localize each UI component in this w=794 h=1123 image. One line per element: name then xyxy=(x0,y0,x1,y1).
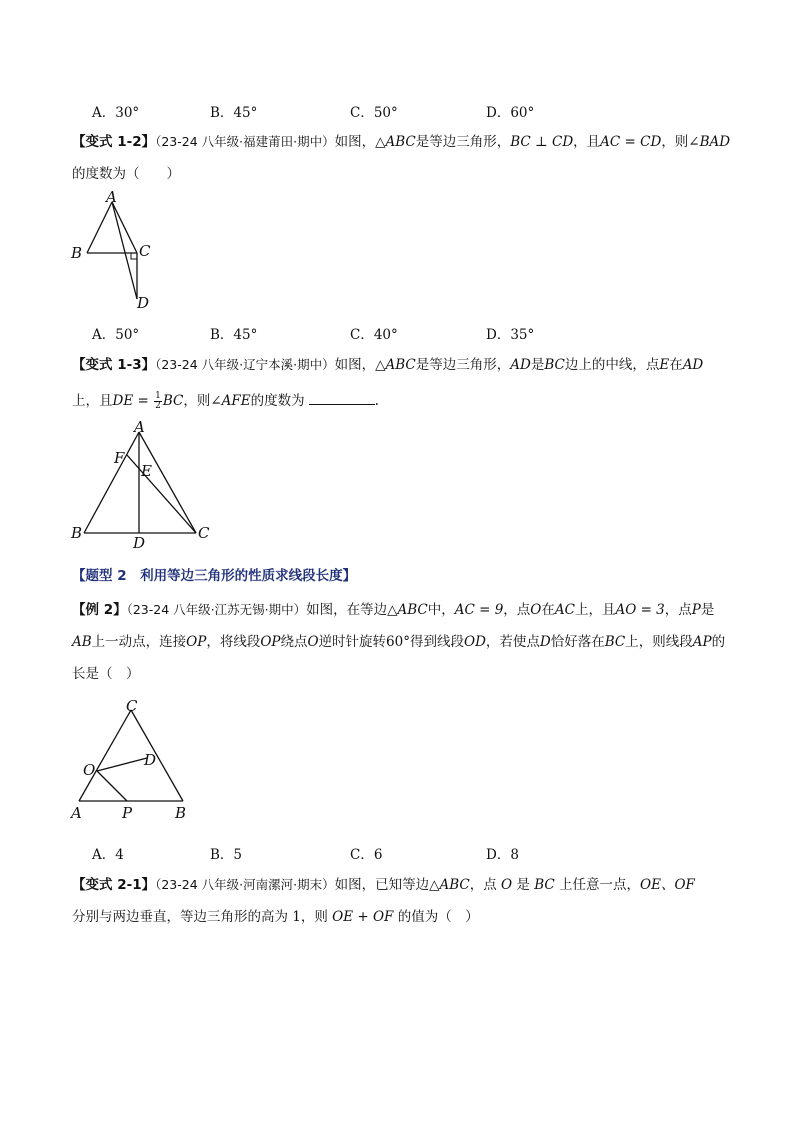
ex2-text: 是 xyxy=(700,602,715,618)
q13-math: DE xyxy=(112,393,134,409)
option-b[interactable]: B．45° xyxy=(210,327,258,343)
ex2-text: 的 xyxy=(711,634,726,650)
label-c: C xyxy=(126,697,138,715)
ex2-options xyxy=(92,843,612,863)
q13-math: BC xyxy=(162,393,184,409)
q12-text: ，且 xyxy=(573,134,601,150)
q21-source: （23-24 八年级·河南漯河·期末） xyxy=(155,877,335,892)
option-a[interactable]: A．30° xyxy=(92,105,140,121)
ex2-line3: 长是（ ） xyxy=(72,666,140,682)
q12-math: ABC xyxy=(385,134,416,150)
q13-math: BC xyxy=(544,357,565,373)
label-c: C xyxy=(198,524,210,542)
q21-text: 的值为（ ） xyxy=(393,909,479,925)
q12-options xyxy=(92,323,612,343)
q13-line2 xyxy=(72,391,379,411)
q12-math: BAD xyxy=(699,134,731,150)
ex2-math: AO = 3 xyxy=(615,602,665,618)
ex2-math: ABC xyxy=(397,602,428,618)
q21-text: 是 xyxy=(512,877,535,893)
q12-figure xyxy=(60,190,180,315)
ex2-text: ，将线段 xyxy=(206,634,261,650)
ex2-text: 恰好落在 xyxy=(550,634,605,650)
label-d: D xyxy=(133,534,146,552)
option-d[interactable]: D．60° xyxy=(486,105,535,121)
label-d: D xyxy=(144,751,157,769)
label-d: D xyxy=(137,294,150,312)
q21-math: OE、OF xyxy=(640,877,695,893)
q13-math: AD xyxy=(510,357,531,373)
ex2-text: 上，且 xyxy=(574,602,616,618)
ex2-text: 上一动点，连接 xyxy=(91,634,187,650)
label-a: A xyxy=(106,188,117,206)
ex2-math: AC = 9 xyxy=(454,602,504,618)
ex2-text: 绕点 xyxy=(280,634,308,650)
q13-math: ABC xyxy=(385,357,416,373)
ex2-math: OP xyxy=(260,634,281,650)
option-a[interactable]: A．50° xyxy=(92,327,140,343)
q13-text: 如图，△ xyxy=(334,357,386,373)
option-a[interactable]: A．4 xyxy=(92,847,124,863)
option-b[interactable]: B．5 xyxy=(210,847,243,863)
label-b: B xyxy=(71,244,83,262)
label-p: P xyxy=(122,804,133,822)
q13-text: ，则∠ xyxy=(183,393,222,409)
q12-text: 是等边三角形， xyxy=(415,134,511,150)
ex2-text: 如图，在等边△ xyxy=(306,602,398,618)
q21-text: 如图，已知等边△ xyxy=(334,877,440,893)
option-d[interactable]: D．35° xyxy=(486,327,535,343)
q12-tag: 【变式 1-2】 xyxy=(72,134,156,150)
ex2-math: AP xyxy=(692,634,712,650)
q13-text: 上，且 xyxy=(72,393,113,409)
ex2-math: AB xyxy=(72,634,92,650)
q21-line1 xyxy=(72,875,695,895)
section-heading: 【题型 2 利用等边三角形的性质求线段长度】 xyxy=(72,568,357,584)
prev-options xyxy=(92,101,612,121)
ex2-math: BC xyxy=(604,634,626,650)
label-c: C xyxy=(139,242,151,260)
q21-math: ABC xyxy=(439,877,470,893)
label-b: B xyxy=(175,804,187,822)
ex2-text: 在 xyxy=(541,602,555,618)
q13-tag: 【变式 1-3】 xyxy=(72,357,156,373)
q13-text: . xyxy=(374,393,379,409)
option-b[interactable]: B．45° xyxy=(210,105,258,121)
label-o: O xyxy=(83,761,96,779)
label-e: E xyxy=(141,462,152,480)
q13-text: 是等边三角形， xyxy=(415,357,511,373)
ex2-text: 逆时针旋转60°得到线段 xyxy=(318,634,464,650)
ex2-figure xyxy=(60,695,210,825)
ex2-math: D xyxy=(539,634,551,650)
frac-den: 2 xyxy=(155,401,161,411)
label-a: A xyxy=(134,418,145,436)
ex2-line2 xyxy=(72,632,725,652)
q12-text: 如图，△ xyxy=(334,134,386,150)
ex2-text: ，若使点 xyxy=(485,634,540,650)
q12-line1 xyxy=(72,132,730,152)
q21-math: BC xyxy=(534,877,555,893)
ex2-tag: 【例 2】 xyxy=(72,602,127,618)
ex2-math: OD xyxy=(464,634,486,650)
q21-text: 上任意一点， xyxy=(554,877,641,893)
label-f: F xyxy=(114,449,125,467)
option-c[interactable]: C．40° xyxy=(350,327,398,343)
ex2-source: （23-24 八年级·江苏无锡·期中） xyxy=(126,602,307,617)
frac-num: 1 xyxy=(155,391,161,401)
ex2-math: AC xyxy=(554,602,575,618)
fraction-one-half xyxy=(154,392,162,411)
ex2-text: 中， xyxy=(427,602,455,618)
q13-source: （23-24 八年级·辽宁本溪·期中） xyxy=(155,357,335,372)
ex2-math: O xyxy=(307,634,319,650)
q12-source: （23-24 八年级·福建莆田·期中） xyxy=(155,134,335,149)
answer-blank[interactable] xyxy=(309,391,375,405)
q13-math: AFE xyxy=(221,393,251,409)
q13-text: 在 xyxy=(669,357,683,373)
ex2-text: ，点 xyxy=(664,602,692,618)
option-d[interactable]: D．8 xyxy=(486,847,519,863)
label-a: A xyxy=(71,804,82,822)
q13-text: 边上的中线，点 xyxy=(564,357,660,373)
q13-figure xyxy=(60,420,220,555)
q13-math: AD xyxy=(682,357,704,373)
label-b: B xyxy=(71,524,83,542)
ex2-math: OP xyxy=(186,634,207,650)
ex2-line1 xyxy=(72,600,714,620)
q12-math: BC ⊥ CD xyxy=(510,134,574,150)
q12-line2: 的度数为（ ） xyxy=(72,166,180,182)
ex2-math: P xyxy=(691,602,701,618)
q12-math: AC = CD xyxy=(600,134,662,150)
q21-line2 xyxy=(72,907,479,927)
q13-text: 是 xyxy=(530,357,545,373)
q13-math: E xyxy=(659,357,670,373)
option-c[interactable]: C．50° xyxy=(350,105,398,121)
q12-text: ，则∠ xyxy=(661,134,700,150)
q21-text: ，点 xyxy=(469,877,502,893)
ex2-text: ，点 xyxy=(503,602,531,618)
q21-text: 分别与两边垂直，等边三角形的高为 1，则 xyxy=(72,909,333,925)
option-c[interactable]: C．6 xyxy=(350,847,383,863)
q21-tag: 【变式 2-1】 xyxy=(72,877,156,893)
q21-math: O xyxy=(501,877,513,893)
q21-math: OE + OF xyxy=(332,909,394,925)
ex2-math: O xyxy=(530,602,542,618)
q13-line1 xyxy=(72,355,703,375)
q13-math: = xyxy=(133,393,154,409)
ex2-text: 上，则线段 xyxy=(625,634,693,650)
q13-text: 的度数为 xyxy=(250,393,305,409)
